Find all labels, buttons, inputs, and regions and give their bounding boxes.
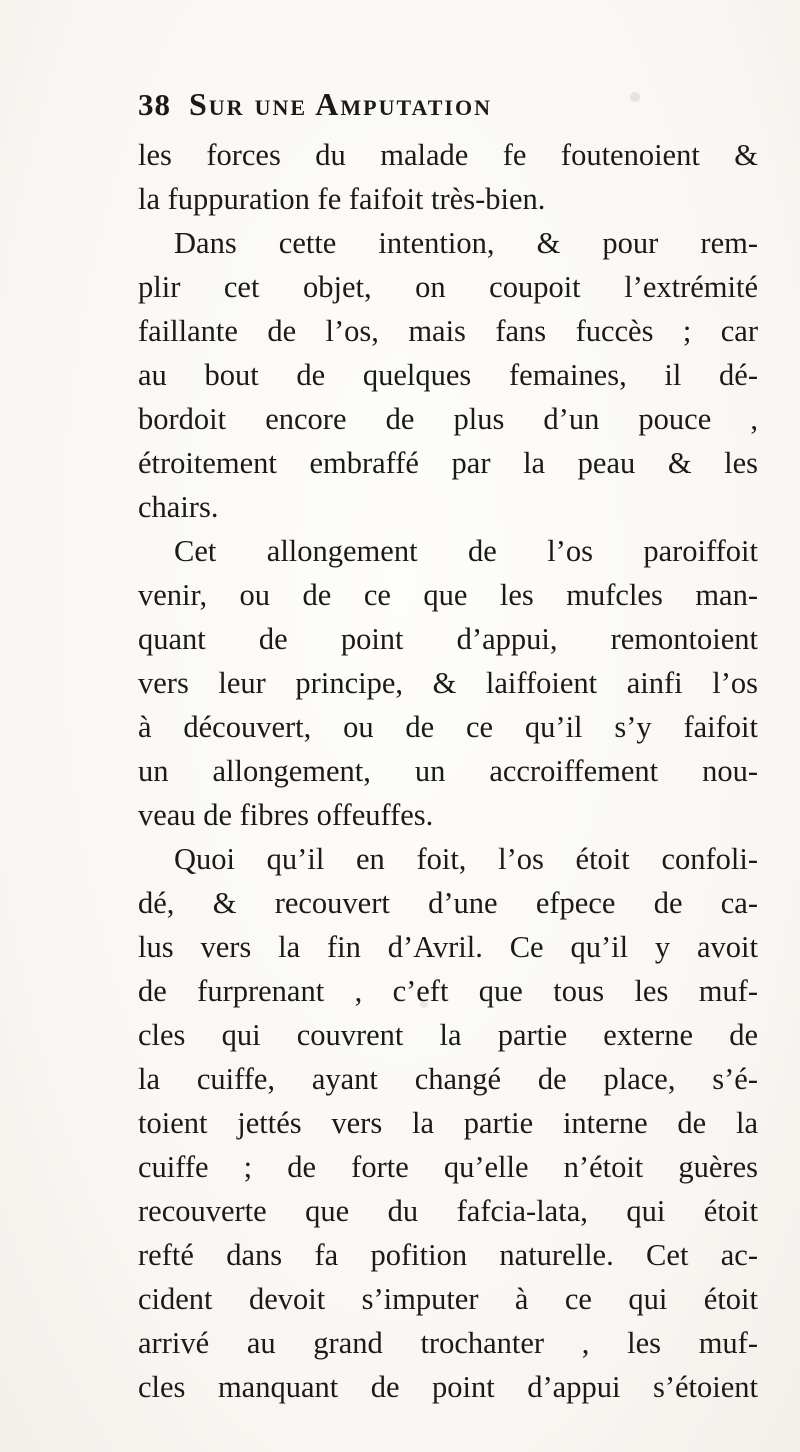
text-line: étroitement embraffé par la peau & les — [138, 446, 758, 480]
text-line: faillante de l’os, mais fans fuccès ; car — [138, 314, 758, 348]
text-line: recouverte que du fafcia-lata, qui étoit — [138, 1194, 758, 1228]
text-line: cident devoit s’imputer à ce qui étoit — [138, 1282, 758, 1316]
text-line: cles manquant de point d’appui s’étoient — [138, 1370, 758, 1404]
text-line: Quoi qu’il en foit, l’os étoit confoli- — [174, 842, 758, 876]
text-line: à découvert, ou de ce qu’il s’y faifoit — [138, 710, 758, 744]
page-header — [138, 86, 738, 130]
text-line: vers leur principe, & laiffoient ainfi l’os — [138, 666, 758, 700]
body-text — [138, 133, 758, 1409]
page-number: 38 — [138, 87, 171, 122]
running-title: Sur une Amputation — [189, 86, 492, 122]
text-line: la cuiffe, ayant changé de place, s’é- — [138, 1062, 758, 1096]
text-line: refté dans fa pofition naturelle. Cet ac- — [138, 1238, 758, 1272]
text-line: Dans cette intention, & pour rem- — [174, 226, 758, 260]
text-line: un allongement, un accroiffement nou- — [138, 754, 758, 788]
text-line: quant de point d’appui, remontoient — [138, 622, 758, 656]
text-line: cles qui couvrent la partie externe de — [138, 1018, 758, 1052]
text-line: venir, ou de ce que les mufcles man- — [138, 578, 758, 612]
text-line: toient jettés vers la partie interne de la — [138, 1106, 758, 1140]
text-line: lus vers la fin d’Avril. Ce qu’il y avoit — [138, 930, 758, 964]
text-line: bordoit encore de plus d’un pouce , — [138, 402, 758, 436]
text-line: la fuppuration fe faifoit très-bien. — [138, 182, 546, 216]
text-line: les forces du malade fe foutenoient & — [138, 138, 758, 172]
text-line: Cet allongement de l’os paroiffoit — [174, 534, 758, 568]
text-line: au bout de quelques femaines, il dé- — [138, 358, 758, 392]
text-line: plir cet objet, on coupoit l’extrémité — [138, 270, 758, 304]
text-line: arrivé au grand trochanter , les muf- — [138, 1326, 758, 1360]
text-line: dé, & recouvert d’une efpece de ca- — [138, 886, 758, 920]
text-line: cuiffe ; de forte qu’elle n’étoit guères — [138, 1150, 758, 1184]
text-line: de furprenant , c’eft que tous les muf- — [138, 974, 758, 1008]
text-line: veau de fibres offeuffes. — [138, 798, 434, 832]
text-line: chairs. — [138, 490, 219, 524]
